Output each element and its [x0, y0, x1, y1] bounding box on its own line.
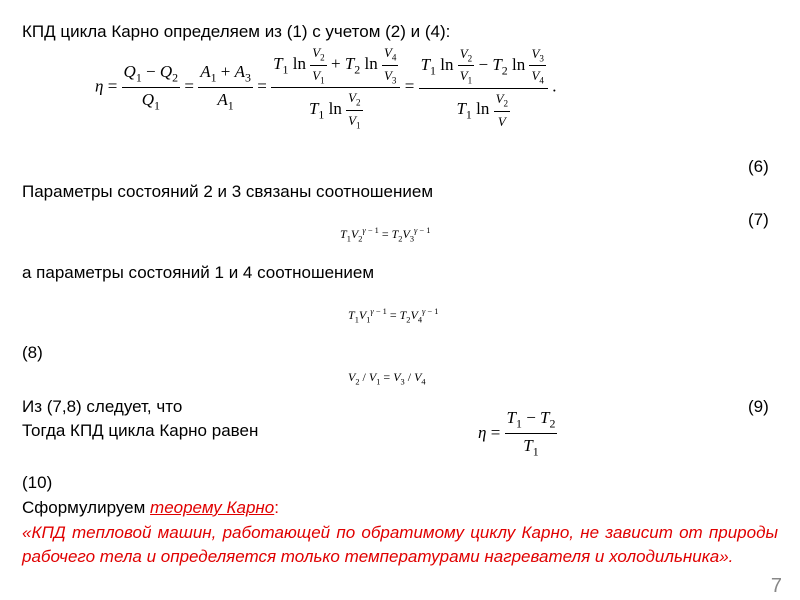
equation-number-9: (9): [748, 397, 769, 416]
theorem-colon: :: [274, 498, 279, 517]
equation-number-7: (7): [748, 210, 769, 229]
formulate-text: Сформулируем: [22, 498, 151, 517]
params-2-3-line: Параметры состояний 2 и 3 связаны соотношением: [22, 182, 434, 201]
equation-9: $V_2 / V_1 = V_3 / V_4$: [348, 370, 426, 387]
theorem-quote: «КПД тепловой машин, работающей по обратимому циклу Карно, не зависит от природы рабочего тела и определяется только температурами нагревателя и холодильника».: [22, 523, 778, 566]
intro-line: КПД цикла Карно определяем из (1) с учетом (2) и (4):: [22, 22, 451, 41]
then-line: Тогда КПД цикла Карно равен: [22, 421, 259, 440]
equation-10: η = $\frac{T_1 - T_2}{T_1}$: [478, 408, 556, 459]
equation-number-8: (8): [22, 343, 43, 362]
equation-number-10: (10): [22, 473, 53, 492]
equation-number-6: (6): [748, 157, 769, 176]
theorem-link[interactable]: теорему Карно: [150, 498, 275, 517]
params-1-4-line: а параметры состояний 1 и 4 соотношением: [22, 263, 375, 282]
equation-8: $T_1V_1^{\gamma - 1} = T_2V_4^{\gamma - 1}$: [348, 307, 439, 325]
formulate-line: [22, 498, 279, 518]
page-number: 7: [770, 575, 782, 597]
equation-6: η = $\frac{Q_1 - Q_2}{Q_1}$ = $\frac{A_1 + A_3}{A_1}$ = $T_1$ ln $\frac{V_2}{V_1}$ + $T_2$ ln $\frac{V_4}{V_3}$ $T_1$ ln $\frac{V_2}{V_1}$ = $T_1$ ln $\frac{V_2}{V_1}$ − $T_2$ ln $\frac{V_3}{V_4}$ $T_1$ ln $\frac{V_2}{V}$ .: [95, 45, 557, 131]
equation-7: $T_1V_2^{\gamma - 1} = T_2V_3^{\gamma - 1}$: [340, 226, 431, 244]
follows-line: Из (7,8) следует, что: [22, 397, 183, 416]
